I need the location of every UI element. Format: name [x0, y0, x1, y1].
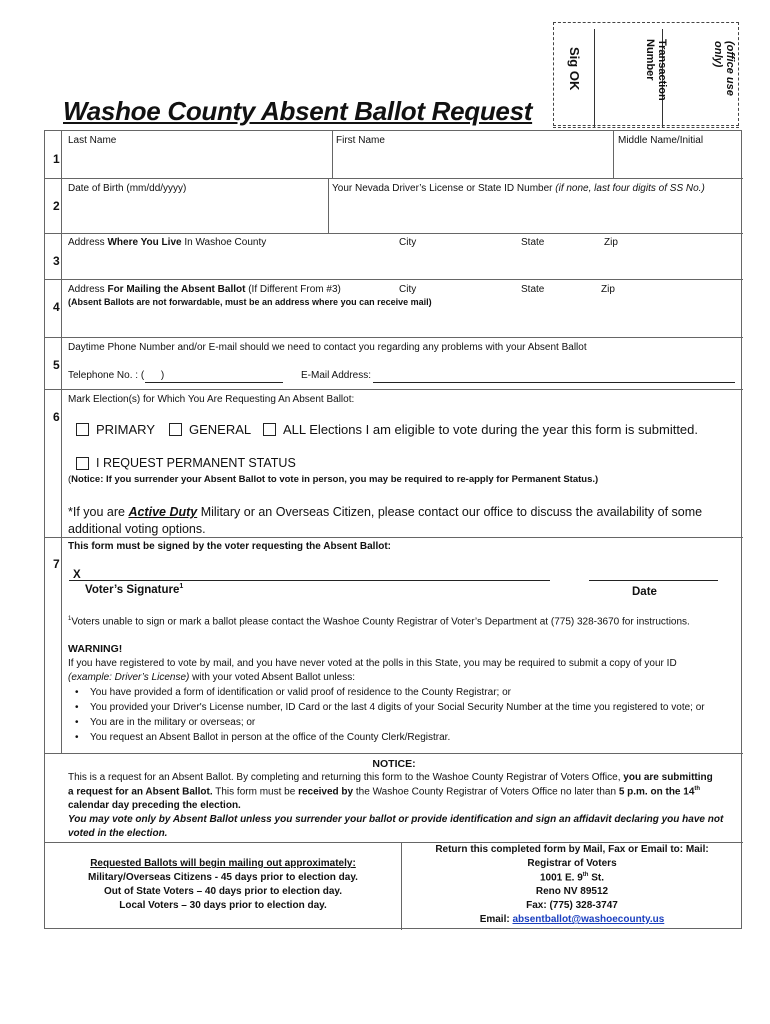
warning-title: WARNING!: [68, 643, 123, 655]
warning-text-line1: If you have registered to vote by mail, and you have never voted at the polls in this State, you may be required to submit a copy of your ID: [68, 658, 677, 669]
last-name-field[interactable]: Last Name: [68, 135, 117, 146]
election-instructions: Mark Election(s) for Which You Are Requesting An Absent Ballot:: [68, 394, 355, 405]
mailing-zip-field[interactable]: Zip: [601, 284, 615, 295]
middle-name-field[interactable]: Middle Name/Initial: [618, 135, 704, 146]
row-number: 4: [53, 300, 60, 314]
notice-title: NOTICE:: [372, 758, 416, 770]
mailing-address-field[interactable]: Address For Mailing the Absent Ballot (If Different From #3): [68, 284, 341, 295]
return-email: Email: absentballot@washoecounty.us: [479, 914, 665, 925]
notice-italic-text: You may vote only by Absent Ballot unless you surrender your ballot or provide identification and sign an affidavit declaring you have not voted in the election.: [68, 814, 724, 839]
must-sign-notice: This form must be signed by the voter requesting the Absent Ballot:: [68, 541, 391, 552]
page-title: Washoe County Absent Ballot Request: [63, 96, 533, 126]
residence-zip-field[interactable]: Zip: [604, 237, 618, 248]
return-heading: Return this completed form by Mail, Fax or Email to: Mail:: [435, 844, 709, 855]
email-link[interactable]: absentballot@washoecounty.us: [512, 914, 665, 925]
office-use-box: [553, 22, 739, 126]
license-number-field[interactable]: Your Nevada Driver’s License or State ID Number (if none, last four digits of SS No.): [332, 183, 705, 194]
forwarding-note: (Absent Ballots are not forwardable, must be an address where you can receive mail): [68, 297, 432, 307]
primary-label: PRIMARY: [96, 422, 155, 437]
transaction-number-label: Transaction Number: [644, 39, 668, 101]
list-item: • You request an Absent Ballot in person at the office of the County Clerk/Registrar.: [68, 730, 738, 745]
residence-state-field[interactable]: State: [521, 237, 545, 248]
warning-conditions-list: [68, 685, 738, 745]
email-label: E-Mail Address:: [301, 370, 372, 381]
notice-text-line1: This is a request for an Absent Ballot. By completing and returning this form to the Washoe County Registrar of Voters Office, you are submitting: [68, 772, 713, 783]
sig-ok-label: Sig OK: [567, 47, 582, 91]
row-number: 1: [53, 152, 60, 166]
mailing-schedule-heading: Requested Ballots will begin mailing out approximately:: [90, 858, 356, 869]
notice-text-line3: calendar day preceding the election.: [68, 800, 241, 811]
return-office: Registrar of Voters: [527, 858, 617, 869]
notice-text-line2: a request for an Absent Ballot. This form must be received by the Washoe County Registrar of Voters Office no later than 5 p.m. on the 14th: [68, 786, 701, 798]
date-line[interactable]: [589, 580, 718, 581]
row-number: 2: [53, 199, 60, 213]
return-city: Reno NV 89512: [535, 886, 609, 897]
telephone-input-line[interactable]: [145, 382, 283, 383]
date-label: Date: [632, 586, 657, 598]
row-number: 7: [53, 557, 60, 571]
warning-text-line2: (example: Driver’s License) with your voted Absent Ballot unless:: [68, 672, 355, 683]
date-of-birth-field[interactable]: Date of Birth (mm/dd/yyyy): [68, 183, 187, 194]
residence-city-field[interactable]: City: [399, 237, 417, 248]
military-schedule: Military/Overseas Citizens - 45 days prior to election day.: [88, 872, 358, 883]
local-schedule: Local Voters – 30 days prior to election day.: [119, 900, 327, 911]
list-item: • You are in the military or overseas; or: [68, 715, 738, 730]
permanent-status-checkbox[interactable]: [76, 457, 89, 470]
number-column-divider: [61, 131, 62, 753]
office-box-underline: [553, 127, 739, 128]
row-number: 5: [53, 358, 60, 372]
signature-x-mark: X: [73, 569, 81, 581]
mailing-state-field[interactable]: State: [521, 284, 545, 295]
residence-address-field[interactable]: Address Where You Live In Washoe County: [68, 237, 267, 248]
first-name-field[interactable]: First Name: [336, 135, 385, 146]
active-duty-notice: *If you are Active Duty Military or an Overseas Citizen, please contact our office to discuss the availability of some additional voting options.: [68, 505, 703, 536]
contact-instructions: Daytime Phone Number and/or E-mail should we need to contact you regarding any problems with your Absent Ballot: [68, 342, 587, 353]
telephone-label: Telephone No. : ( ): [68, 370, 165, 381]
email-input-line[interactable]: [373, 382, 735, 383]
all-elections-label: ALL Elections I am eligible to vote during the year this form is submitted.: [283, 422, 698, 437]
signature-line[interactable]: [69, 580, 550, 581]
list-item: • You have provided a form of identification or valid proof of residence to the County Registrar; or: [68, 685, 738, 700]
list-item: • You provided your Driver's License number, ID Card or the last 4 digits of your Social Security Number at the time you registered to vote; or: [68, 700, 738, 715]
mailing-city-field[interactable]: City: [399, 284, 417, 295]
general-label: GENERAL: [189, 422, 252, 437]
office-use-label: (office use only): [712, 41, 736, 96]
ballot-request-form: [44, 130, 742, 929]
general-checkbox[interactable]: [169, 423, 182, 436]
row-number: 3: [53, 254, 60, 268]
out-of-state-schedule: Out of State Voters – 40 days prior to election day.: [103, 886, 343, 897]
all-elections-checkbox[interactable]: [263, 423, 276, 436]
return-fax: Fax: (775) 328-3747: [526, 900, 618, 911]
row-number: 6: [53, 410, 60, 424]
permanent-status-label: I REQUEST PERMANENT STATUS: [96, 456, 296, 470]
permanent-status-notice: (Notice: If you surrender your Absent Ballot to vote in person, you may be required to re-apply for Permanent Status.): [68, 474, 599, 485]
primary-checkbox[interactable]: [76, 423, 89, 436]
return-street: 1001 E. 9th St.: [539, 872, 605, 884]
signature-label: Voter’s Signature$^1$: [85, 583, 184, 596]
signature-footnote: $^1$Voters unable to sign or mark a ballot please contact the Washoe County Registrar of Voter’s Department at (775) 328-3670 for instructions.: [68, 616, 690, 628]
